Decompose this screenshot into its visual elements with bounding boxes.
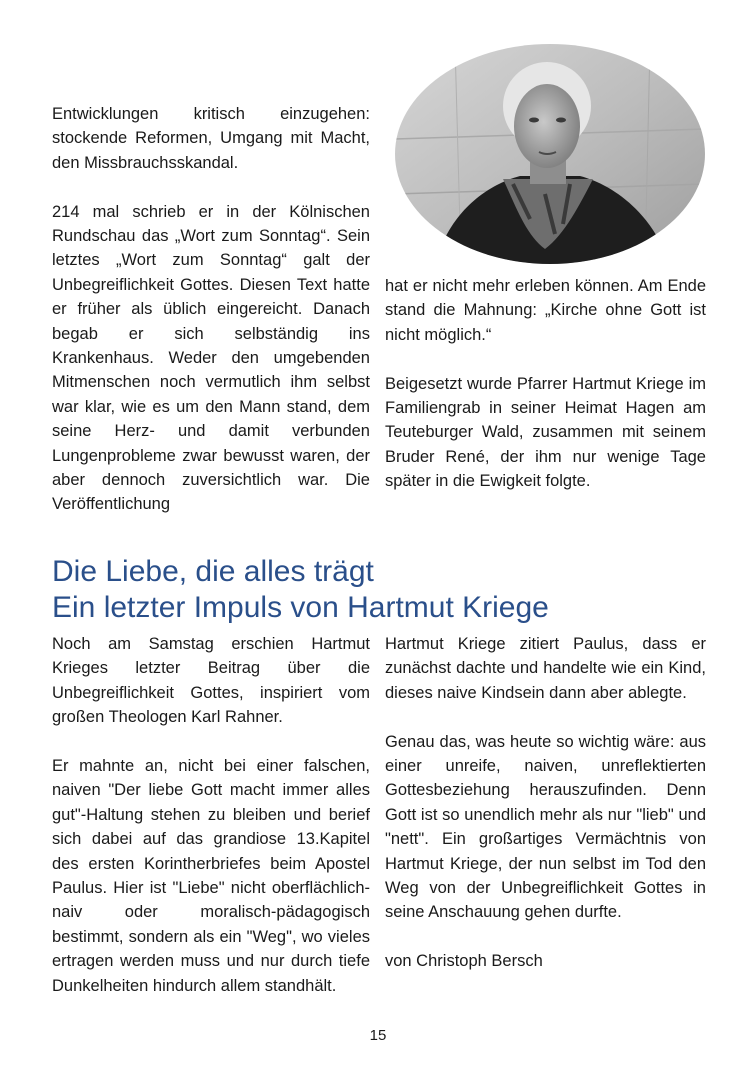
article-top-left-column — [52, 102, 370, 517]
section-title: Die Liebe, die alles trägt — [52, 555, 374, 588]
article-top-right-column — [385, 274, 706, 494]
section-paragraph: Hartmut Kriege zitiert Paulus, dass er zunächst dachte und handelte wie ein Kind, dieses naive Kindsein dann aber ablegte. — [385, 635, 706, 702]
article-paragraph: hat er nicht mehr erleben können. Am Ende stand die Mahnung: „Kirche ohne Gott ist nicht möglich.“ — [385, 277, 706, 344]
page-number: 15 — [369, 1027, 387, 1044]
section-left-column — [52, 632, 370, 998]
section-paragraph: Er mahnte an, nicht bei einer falschen, naiven "Der liebe Gott macht immer alles gut"-Haltung stehen zu bleiben und berief sich dabei auf das grandiose 13.Kapitel des ersten Korintherbriefes beim Apostel Paulus. Hier ist "Liebe" nicht oberflächlich-naiv oder moralisch-pädagogisch bestimmt, sondern als ein "Weg", wo vieles ertragen werden muss und nur durch tiefe Dunkelheiten hindurch allem standhält. — [52, 757, 370, 995]
section-paragraph: Genau das, was heute so wichtig wäre: aus einer unreife, naiven, unreflektierten Gottesbeziehung herauszufinden. Denn Gott ist so unendlich mehr als nur "lieb" und "nett". Ein großartiges Vermächtnis von Hartmut Kriege, der nun selbst im Tod den Weg von der Unbegreiflichkeit Gottes in seine Anschauung gehen durfte. — [385, 732, 706, 922]
section-headline — [52, 554, 732, 626]
section-right-column — [385, 632, 706, 974]
author-credit: von Christoph Bersch — [385, 952, 543, 971]
article-paragraph: 214 mal schrieb er in der Kölnischen Rundschau das „Wort zum Sonntag“. Sein letztes „Wort zum Sonntag“ galt der Unbegreiflichkeit Gottes. Diesen Text hatte er früher als üblich eingereicht. Danach begab er sich selbständig ins Krankenhaus. Weder den umgebenden Mitmenschen noch vermutlich ihm selbst war klar, wie es um den Mann stand, dem seine Herz- und damit verbunden Lungenprobleme zwar bewusst waren, der aber dennoch zuversichtlich war. Die Veröffentlichung — [52, 202, 370, 514]
article-paragraph: Beigesetzt wurde Pfarrer Hartmut Kriege im Familiengrab in seiner Heimat Hagen am Teuteburger Wald, zusammen mit seinem Bruder René, der ihm nur wenige Tage später in die Ewigkeit folgte. — [385, 374, 706, 491]
section-paragraph: Noch am Samstag erschien Hartmut Krieges letzter Beitrag über die Unbegreiflichkeit Gottes, inspiriert vom großen Theologen Karl Rahner. — [52, 635, 370, 727]
article-paragraph: Entwicklungen kritisch einzugehen: stockende Reformen, Umgang mit Macht, den Missbrauchsskandal. — [52, 105, 370, 172]
portrait-photo — [395, 44, 705, 264]
section-subtitle: Ein letzter Impuls von Hartmut Kriege — [52, 591, 549, 624]
